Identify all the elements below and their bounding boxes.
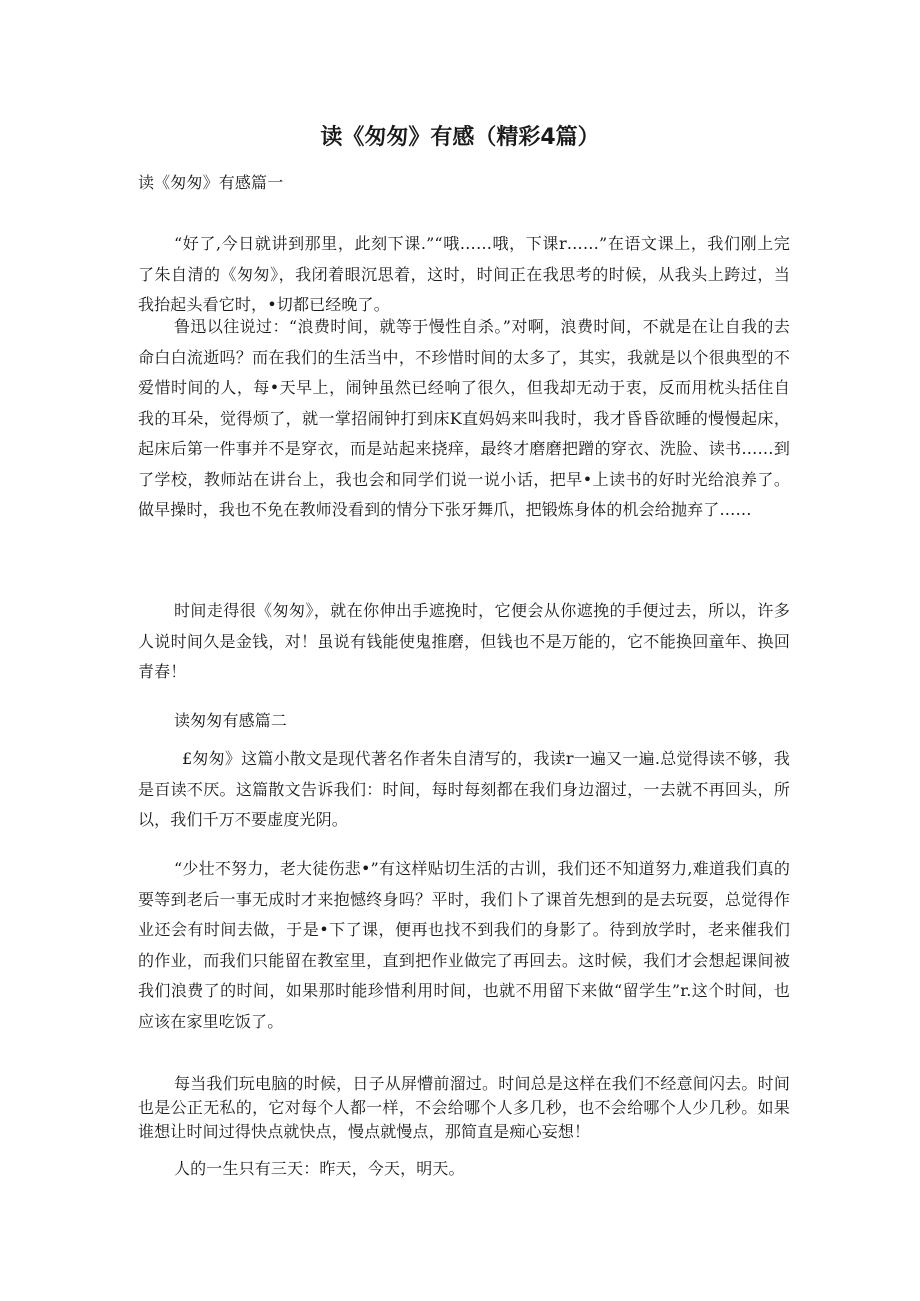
- paragraph-6: 每当我们玩电脑的时候，日子从屏懵前溜过。时间总是这样在我们不经意间闪去。时间也是公正无私的，它对每个人都一样，不会给哪个人多几秒，也不会给哪个人少几秒。如果谁想让时间过得快点就快点，慢点就慢点，那简直是痴心妄想！: [138, 1074, 790, 1141]
- paragraph-7: 人的一生只有三天：昨天，今天，明天。: [174, 1159, 465, 1178]
- section2-heading: 读匆匆有感篇二: [174, 711, 288, 730]
- paragraph-2: 鲁迅以往说过：“浪费时间，就等于慢性自杀。”对啊，浪费时间，不就是在让自我的去命白白流逝吗？而在我们的生活当中，不珍惜时间的太多了，其实，我就是以个很典型的不爱惜时间的人，每•天早上，闹钟虽然已经响了很久，但我却无动于衷，反而用枕头括住自我的耳朵，觉得烦了，就一掌招闹钟打到床K直妈妈来叫我时，我才昏昏欲睡的慢慢起床，起床后第一件事并不是穿衣，而是站起来挠痒，最终才磨磨把蹭的穿衣、洗脸、读书……到了学校，教师站在讲台上，我也会和同学们说一说小话，把早•上读书的好时光给浪养了。做早操时，我也不免在教师没看到的情分下张牙舞爪，把锻炼身体的机会给抛弃了……: [138, 317, 790, 519]
- paragraph-4: £匆匆》这篇小散文是现代著名作者朱自清写的，我读r一遍又一遍.总觉得读不够，我是百读不厌。这篇散文告诉我们：时间，每时每刻都在我们身边溜过，一去就不再回头，所以，我们千万不要虚度光阴。: [138, 749, 790, 829]
- document-title: 读《匆匆》有感（精彩4篇）: [320, 125, 600, 150]
- paragraph-5: “少壮不努力，老大徒伤悲•”有这样贴切生活的古训，我们还不知道努力,难道我们真的要等到老后一事无成时才来抱憾终身吗？平时，我们卜了课首先想到的是去玩耍，总觉得作业还会有时间去做，于是•下了课，便再也找不到我们的身影了。待到放学时，老来催我们的作业，而我们只能留在教室里，直到把作业做完了再回去。这时候，我们才会想起课间被我们浪费了的时间，如果那时能珍惜利用时间，也就不用留下来做“留学生”r.这个时间，也应该在家里吃饭了。: [138, 859, 790, 1031]
- paragraph-3: 时间走得很《匆匆》，就在你伸出手遮挽时，它便会从你遮挽的手便过去，所以，许多人说时间久是金钱，对！虽说有钱能使鬼推磨，但钱也不是万能的，它不能换回童年、换回青春！: [138, 601, 790, 681]
- section1-heading: 读《匆匆》有感篇一: [138, 173, 284, 192]
- paragraph-1: “好了,今日就讲到那里，此刻下课.”“哦……哦，下课r……”在语文课上，我们刚上完了朱自清的《匆匆》，我闭着眼沉思着，这时，时间正在我思考的时候，从我头上跨过，当我抬起头看它时，•切都已经晚了。: [138, 234, 790, 314]
